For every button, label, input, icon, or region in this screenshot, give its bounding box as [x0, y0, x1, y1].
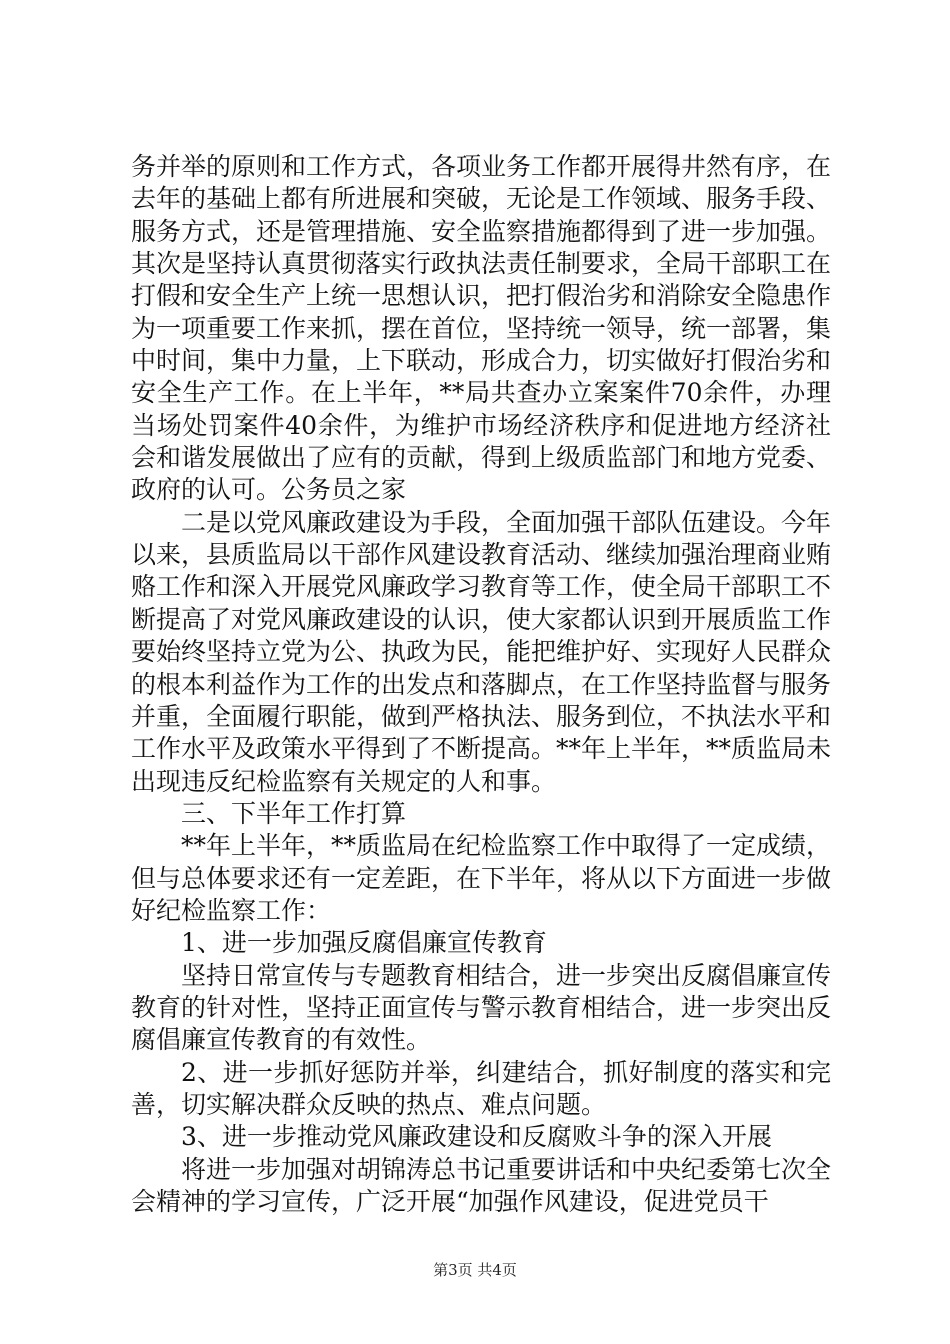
page-footer: 第3页 共4页 [433, 1261, 517, 1279]
paragraph-party-conduct: 二是以党风廉政建设为手段，全面加强干部队伍建设。今年以来，县质监局以干部作风建设教育活动、继续加强治理商业贿赂工作和深入开展党风廉政学习教育等工作，使全局干部职工不断提高了对党风廉政建设的认识，使大家都认识到开展质监工作要始终坚持立党为公、执政为民，能把维护好、实现好人民群众的根本利益作为工作的出发点和落脚点，在工作坚持监督与服务并重，全面履行职能，做到严格执法、服务到位，不执法水平和工作水平及政策水平得到了不断提高。**年上半年，**质监局未出现违反纪检监察有关规定的人和事。 [131, 507, 832, 796]
paragraph-plan-intro: **年上半年，**质监局在纪检监察工作中取得了一定成绩，但与总体要求还有一定差距，在下半年，将从以下方面进一步做好纪检监察工作： [131, 831, 832, 925]
paragraph-item-3: 将进一步加强对胡锦涛总书记重要讲话和中央纪委第七次全会精神的学习宣传，广泛开展“加强作风建设，促进党员干 [131, 1154, 832, 1216]
subheading-item-1: 1、进一步加强反腐倡廉宣传教育 [181, 928, 547, 958]
document-body [131, 151, 831, 1218]
paragraph-item-1: 坚持日常宣传与专题教育相结合，进一步突出反腐倡廉宣传教育的针对性，坚持正面宣传与警示教育相结合，进一步突出反腐倡廉宣传教育的有效性。 [131, 960, 832, 1055]
paragraph-item-2: 2、进一步抓好惩防并举，纠建结合，抓好制度的落实和完善，切实解决群众反映的热点、难点问题。 [131, 1057, 831, 1119]
paragraph-continued: 务并举的原则和工作方式，各项业务工作都开展得井然有序，在去年的基础上都有所进展和突破，无论是工作领域、服务手段、服务方式，还是管理措施、安全监察措施都得到了进一步加强。其次是坚持认真贯彻落实行政执法责任制要求，全局干部职工在打假和安全生产上统一思想认识，把打假治劣和消除安全隐患作为一项重要工作来抓，摆在首位，坚持统一领导，统一部署，集中时间，集中力量，上下联动，形成合力，切实做好打假治劣和安全生产工作。在上半年，**局共查办立案案件70余件，办理当场处罚案件40余件，为维护市场经济秩序和促进地方经济社会和谐发展做出了应有的贡献，得到上级质监部门和地方党委、政府的认可。公务员之家 [131, 152, 832, 505]
subheading-item-3: 3、进一步推动党风廉政建设和反腐败斗争的深入开展 [181, 1122, 772, 1152]
section-heading-plan: 三、下半年工作打算 [181, 798, 407, 828]
